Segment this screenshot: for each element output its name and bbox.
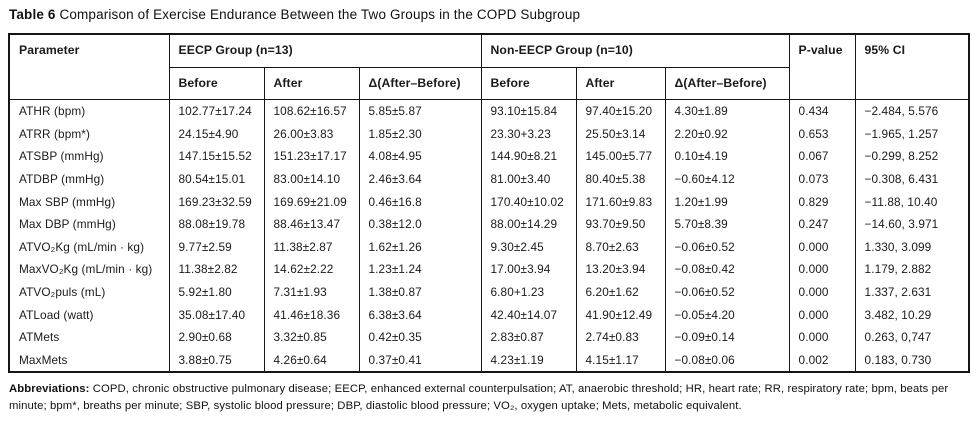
table-row xyxy=(9,281,969,304)
cell-eecp-delta: 2.46±3.64 xyxy=(359,168,481,191)
cell-ci: −2.484, 5.576 xyxy=(855,100,969,123)
cell-p-value: 0.000 xyxy=(789,303,855,326)
cell-eecp-after: 83.00±14.10 xyxy=(264,168,359,191)
cell-ci: 0.183, 0.730 xyxy=(855,349,969,373)
cell-ci: −0.308, 6.431 xyxy=(855,168,969,191)
table-row xyxy=(9,100,969,123)
cell-eecp-delta: 1.38±0.87 xyxy=(359,281,481,304)
cell-noneecp-before: 42.40±14.07 xyxy=(481,303,576,326)
table-row xyxy=(9,123,969,146)
table-row xyxy=(9,326,969,349)
cell-eecp-after: 151.23±17.17 xyxy=(264,145,359,168)
cell-eecp-after: 108.62±16.57 xyxy=(264,100,359,123)
cell-noneecp-after: 93.70±9.50 xyxy=(576,213,665,236)
cell-eecp-before: 147.15±15.52 xyxy=(169,145,264,168)
cell-noneecp-after: 8.70±2.63 xyxy=(576,236,665,259)
cell-ci: 1.337, 2.631 xyxy=(855,281,969,304)
cell-parameter: ATDBP (mmHg) xyxy=(9,168,169,191)
header-non-eecp-group: Non-EECP Group (n=10) xyxy=(481,34,789,68)
abbreviations-label: Abbreviations: xyxy=(9,383,90,396)
cell-p-value: 0.002 xyxy=(789,349,855,373)
cell-eecp-before: 9.77±2.59 xyxy=(169,236,264,259)
cell-p-value: 0.000 xyxy=(789,281,855,304)
cell-eecp-after: 4.26±0.64 xyxy=(264,349,359,373)
header-non-eecp-delta: Δ(After–Before) xyxy=(665,68,789,100)
table-caption: Comparison of Exercise Endurance Between the Two Groups in the COPD Subgroup xyxy=(55,7,581,22)
table-row xyxy=(9,213,969,236)
cell-p-value: 0.073 xyxy=(789,168,855,191)
cell-noneecp-before: 4.23±1.19 xyxy=(481,349,576,373)
cell-noneecp-before: 144.90±8.21 xyxy=(481,145,576,168)
cell-parameter: Max SBP (mmHg) xyxy=(9,190,169,213)
cell-parameter: ATSBP (mmHg) xyxy=(9,145,169,168)
abbreviations-note xyxy=(9,381,967,415)
cell-eecp-before: 169.23±32.59 xyxy=(169,190,264,213)
header-eecp-delta: Δ(After–Before) xyxy=(359,68,481,100)
cell-eecp-delta: 1.62±1.26 xyxy=(359,236,481,259)
header-non-eecp-before: Before xyxy=(481,68,576,100)
cell-eecp-after: 7.31±1.93 xyxy=(264,281,359,304)
cell-noneecp-before: 93.10±15.84 xyxy=(481,100,576,123)
cell-parameter: Max DBP (mmHg) xyxy=(9,213,169,236)
cell-parameter: ATHR (bpm) xyxy=(9,100,169,123)
cell-eecp-before: 80.54±15.01 xyxy=(169,168,264,191)
comparison-table xyxy=(8,33,970,373)
cell-eecp-after: 169.69±21.09 xyxy=(264,190,359,213)
cell-eecp-after: 41.46±18.36 xyxy=(264,303,359,326)
group-header-row xyxy=(9,34,969,68)
header-eecp-group: EECP Group (n=13) xyxy=(169,34,481,68)
cell-eecp-before: 24.15±4.90 xyxy=(169,123,264,146)
cell-ci: −11.88, 10.40 xyxy=(855,190,969,213)
cell-noneecp-delta: −0.09±0.14 xyxy=(665,326,789,349)
table-row xyxy=(9,145,969,168)
cell-parameter: MaxMets xyxy=(9,349,169,373)
cell-ci: −1.965, 1.257 xyxy=(855,123,969,146)
cell-eecp-after: 88.46±13.47 xyxy=(264,213,359,236)
cell-noneecp-delta: −0.08±0.42 xyxy=(665,258,789,281)
cell-eecp-delta: 0.38±12.0 xyxy=(359,213,481,236)
cell-parameter: ATRR (bpm*) xyxy=(9,123,169,146)
cell-eecp-delta: 6.38±3.64 xyxy=(359,303,481,326)
cell-noneecp-before: 17.00±3.94 xyxy=(481,258,576,281)
cell-noneecp-after: 80.40±5.38 xyxy=(576,168,665,191)
cell-noneecp-before: 9.30±2.45 xyxy=(481,236,576,259)
cell-eecp-delta: 0.46±16.8 xyxy=(359,190,481,213)
cell-ci: 0.263, 0,747 xyxy=(855,326,969,349)
cell-noneecp-after: 4.15±1.17 xyxy=(576,349,665,373)
cell-eecp-after: 11.38±2.87 xyxy=(264,236,359,259)
cell-eecp-delta: 5.85±5.87 xyxy=(359,100,481,123)
cell-eecp-before: 35.08±17.40 xyxy=(169,303,264,326)
cell-p-value: 0.000 xyxy=(789,326,855,349)
cell-p-value: 0.000 xyxy=(789,236,855,259)
cell-noneecp-before: 81.00±3.40 xyxy=(481,168,576,191)
cell-parameter: ATVO₂Kg (mL/min · kg) xyxy=(9,236,169,259)
cell-noneecp-delta: −0.06±0.52 xyxy=(665,281,789,304)
cell-parameter: ATLoad (watt) xyxy=(9,303,169,326)
cell-noneecp-delta: −0.08±0.06 xyxy=(665,349,789,373)
cell-noneecp-after: 13.20±3.94 xyxy=(576,258,665,281)
table-row xyxy=(9,258,969,281)
cell-ci: 3.482, 10.29 xyxy=(855,303,969,326)
table-row xyxy=(9,303,969,326)
cell-noneecp-before: 88.00±14.29 xyxy=(481,213,576,236)
cell-noneecp-before: 23.30+3.23 xyxy=(481,123,576,146)
cell-p-value: 0.434 xyxy=(789,100,855,123)
cell-noneecp-delta: 1.20±1.99 xyxy=(665,190,789,213)
cell-noneecp-after: 2.74±0.83 xyxy=(576,326,665,349)
cell-noneecp-delta: 5.70±8.39 xyxy=(665,213,789,236)
cell-eecp-delta: 4.08±4.95 xyxy=(359,145,481,168)
cell-noneecp-after: 171.60±9.83 xyxy=(576,190,665,213)
cell-noneecp-delta: −0.05±4.20 xyxy=(665,303,789,326)
table-row xyxy=(9,349,969,373)
cell-ci: −14.60, 3.971 xyxy=(855,213,969,236)
cell-eecp-after: 14.62±2.22 xyxy=(264,258,359,281)
cell-eecp-delta: 0.37±0.41 xyxy=(359,349,481,373)
cell-p-value: 0.000 xyxy=(789,258,855,281)
cell-eecp-delta: 0.42±0.35 xyxy=(359,326,481,349)
cell-noneecp-before: 6.80+1.23 xyxy=(481,281,576,304)
cell-eecp-after: 26.00±3.83 xyxy=(264,123,359,146)
cell-p-value: 0.653 xyxy=(789,123,855,146)
abbreviations-text: COPD, chronic obstructive pulmonary disease; EECP, enhanced external counterpulsation; AT, anaerobic threshold; HR, heart rate; RR, respiratory rate; bpm, beats per minute; bpm*, breaths per minute; SBP, systolic blood pressure; DBP, diastolic blood pressure; VO₂, oxygen uptake; Mets, metabolic equivalent. xyxy=(9,383,949,413)
cell-ci: −0.299, 8.252 xyxy=(855,145,969,168)
table-number: Table 6 xyxy=(9,7,56,22)
header-p-value: P-value xyxy=(789,34,855,100)
cell-ci: 1.330, 3.099 xyxy=(855,236,969,259)
cell-noneecp-before: 170.40±10.02 xyxy=(481,190,576,213)
cell-eecp-before: 88.08±19.78 xyxy=(169,213,264,236)
cell-noneecp-delta: −0.60±4.12 xyxy=(665,168,789,191)
table-row xyxy=(9,236,969,259)
cell-noneecp-delta: 2.20±0.92 xyxy=(665,123,789,146)
cell-noneecp-delta: 0.10±4.19 xyxy=(665,145,789,168)
cell-noneecp-before: 2.83±0.87 xyxy=(481,326,576,349)
header-ci: 95% CI xyxy=(855,34,969,100)
table-row xyxy=(9,190,969,213)
cell-noneecp-after: 25.50±3.14 xyxy=(576,123,665,146)
cell-eecp-before: 5.92±1.80 xyxy=(169,281,264,304)
header-non-eecp-after: After xyxy=(576,68,665,100)
cell-p-value: 0.067 xyxy=(789,145,855,168)
cell-eecp-delta: 1.23±1.24 xyxy=(359,258,481,281)
cell-eecp-before: 11.38±2.82 xyxy=(169,258,264,281)
cell-p-value: 0.247 xyxy=(789,213,855,236)
cell-eecp-before: 2.90±0.68 xyxy=(169,326,264,349)
cell-p-value: 0.829 xyxy=(789,190,855,213)
cell-ci: 1.179, 2.882 xyxy=(855,258,969,281)
cell-eecp-delta: 1.85±2.30 xyxy=(359,123,481,146)
cell-noneecp-after: 41.90±12.49 xyxy=(576,303,665,326)
cell-noneecp-delta: 4.30±1.89 xyxy=(665,100,789,123)
cell-noneecp-after: 145.00±5.77 xyxy=(576,145,665,168)
cell-parameter: MaxVO₂Kg (mL/min · kg) xyxy=(9,258,169,281)
cell-eecp-after: 3.32±0.85 xyxy=(264,326,359,349)
cell-parameter: ATVO₂puls (mL) xyxy=(9,281,169,304)
cell-eecp-before: 3.88±0.75 xyxy=(169,349,264,373)
header-eecp-after: After xyxy=(264,68,359,100)
table-title xyxy=(9,7,968,22)
cell-noneecp-delta: −0.06±0.52 xyxy=(665,236,789,259)
cell-noneecp-after: 6.20±1.62 xyxy=(576,281,665,304)
header-eecp-before: Before xyxy=(169,68,264,100)
cell-parameter: ATMets xyxy=(9,326,169,349)
cell-eecp-before: 102.77±17.24 xyxy=(169,100,264,123)
table-row xyxy=(9,168,969,191)
cell-noneecp-after: 97.40±15.20 xyxy=(576,100,665,123)
header-parameter: Parameter xyxy=(9,34,169,100)
